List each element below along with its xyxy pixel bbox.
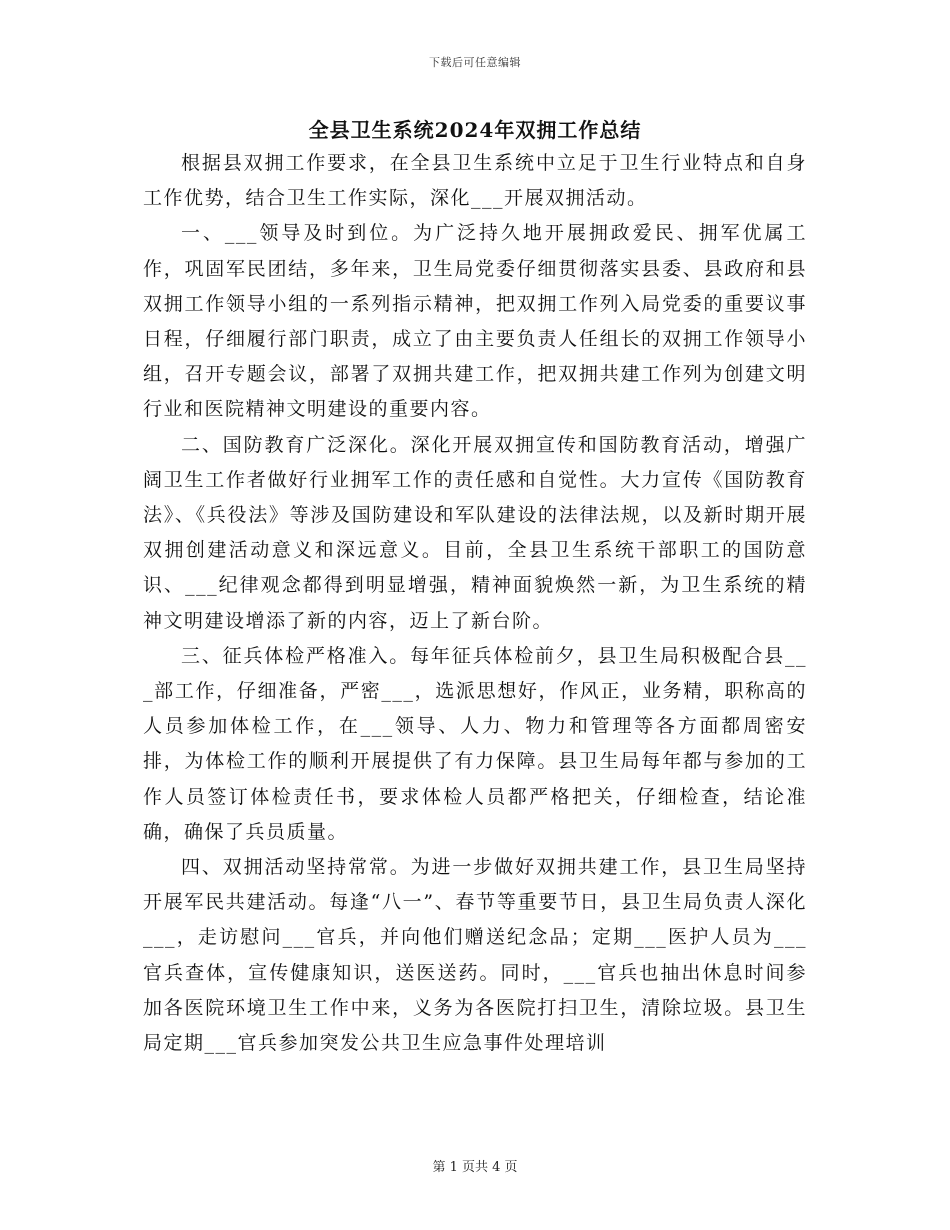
paragraph-section-1: 一、___领导及时到位。为广泛持久地开展拥政爱民、拥军优属工作，巩固军民团结，多年来，卫生局党委仔细贯彻落实县委、县政府和县双拥工作领导小组的一系列指示精神，把双拥工作列入局党委的重要议事日程，仔细履行部门职责，成立了由主要负责人任组长的双拥工作领导小组，召开专题会议，部署了双拥共建工作，把双拥共建工作列为创建文明行业和医院精神文明建设的重要内容。 bbox=[143, 222, 807, 421]
document-title: 全县卫生系统2024年双拥工作总结 bbox=[308, 118, 642, 142]
paragraph-section-2: 二、国防教育广泛深化。深化开展双拥宣传和国防教育活动，增强广阔卫生工作者做好行业拥军工作的责任感和自觉性。大力宣传《国防教育法》、《兵役法》等涉及国防建设和军队建设的法律法规，以及新时期开展双拥创建活动意义和深远意义。目前，全县卫生系统干部职工的国防意识、___纪律观念都得到明显增强，精神面貌焕然一新，为卫生系统的精神文明建设增添了新的内容，迈上了新台阶。 bbox=[143, 433, 807, 632]
document-body bbox=[143, 146, 807, 1061]
paragraph-intro: 根据县双拥工作要求，在全县卫生系统中立足于卫生行业特点和自身工作优势，结合卫生工作实际，深化___开展双拥活动。 bbox=[143, 152, 807, 210]
page-header-note: 下载后可任意编辑 bbox=[429, 56, 521, 69]
paragraph-section-3: 三、征兵体检严格准入。每年征兵体检前夕，县卫生局积极配合县___部工作，仔细准备，严密___，选派思想好，作风正，业务精，职称高的人员参加体检工作，在___领导、人力、物力和管理等各方面都周密安排，为体检工作的顺利开展提供了有力保障。县卫生局每年都与参加的工作人员签订体检责任书，要求体检人员都严格把关，仔细检查，结论准确，确保了兵员质量。 bbox=[143, 644, 807, 843]
paragraph-section-4: 四、双拥活动坚持常常。为进一步做好双拥共建工作，县卫生局坚持开展军民共建活动。每逢“八一”、春节等重要节日，县卫生局负责人深化___，走访慰问___官兵，并向他们赠送纪念品；定期___医护人员为___官兵查体，宣传健康知识，送医送药。同时，___官兵也抽出休息时间参加各医院环境卫生工作中来，义务为各医院打扫卫生，清除垃圾。县卫生局定期___官兵参加突发公共卫生应急事件处理培训 bbox=[143, 856, 807, 1055]
page-number-footer: 第 1 页共 4 页 bbox=[432, 1160, 518, 1175]
